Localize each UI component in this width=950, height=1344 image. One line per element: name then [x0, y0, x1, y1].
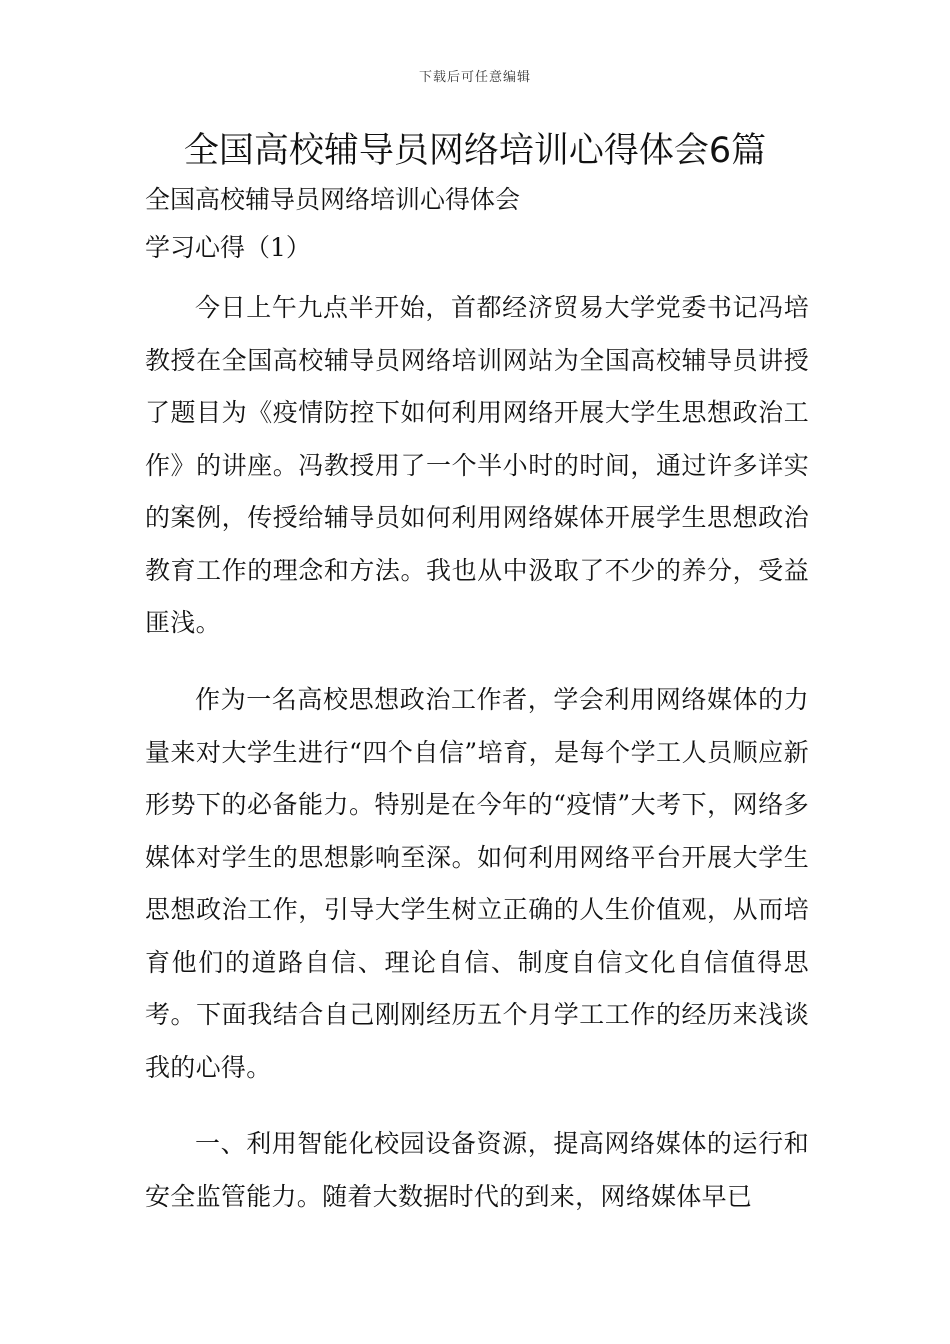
header-note: 下载后可任意编辑: [418, 70, 531, 85]
section-label: 学习心得（1）: [145, 233, 311, 262]
paragraph-3: 一、利用智能化校园设备资源，提高网络媒体的运行和安全监管能力。随着大数据时代的到来，网络媒体早已: [145, 1129, 809, 1211]
document-subtitle: 全国高校辅导员网络培训心得体会: [145, 185, 521, 214]
document-title: 全国高校辅导员网络培训心得体会6篇: [183, 131, 767, 171]
paragraph-1: 今日上午九点半开始，首都经济贸易大学党委书记冯培教授在全国高校辅导员网络培训网站为全国高校辅导员讲授了题目为《疫情防控下如何利用网络开展大学生思想政治工作》的讲座。冯教授用了一个半小时的时间，通过许多详实的案例，传授给辅导员如何利用网络媒体开展学生思想政治教育工作的理念和方法。我也从中汲取了不少的养分，受益匪浅。: [145, 293, 809, 637]
paragraph-2: 作为一名高校思想政治工作者，学会利用网络媒体的力量来对大学生进行“四个自信”培育，是每个学工人员顺应新形势下的必备能力。特别是在今年的“疫情”大考下，网络多媒体对学生的思想影响至深。如何利用网络平台开展大学生思想政治工作，引导大学生树立正确的人生价值观，从而培育他们的道路自信、理论自信、制度自信文化自信值得思考。下面我结合自己刚刚经历五个月学工工作的经历来浅谈我的心得。: [145, 685, 809, 1082]
